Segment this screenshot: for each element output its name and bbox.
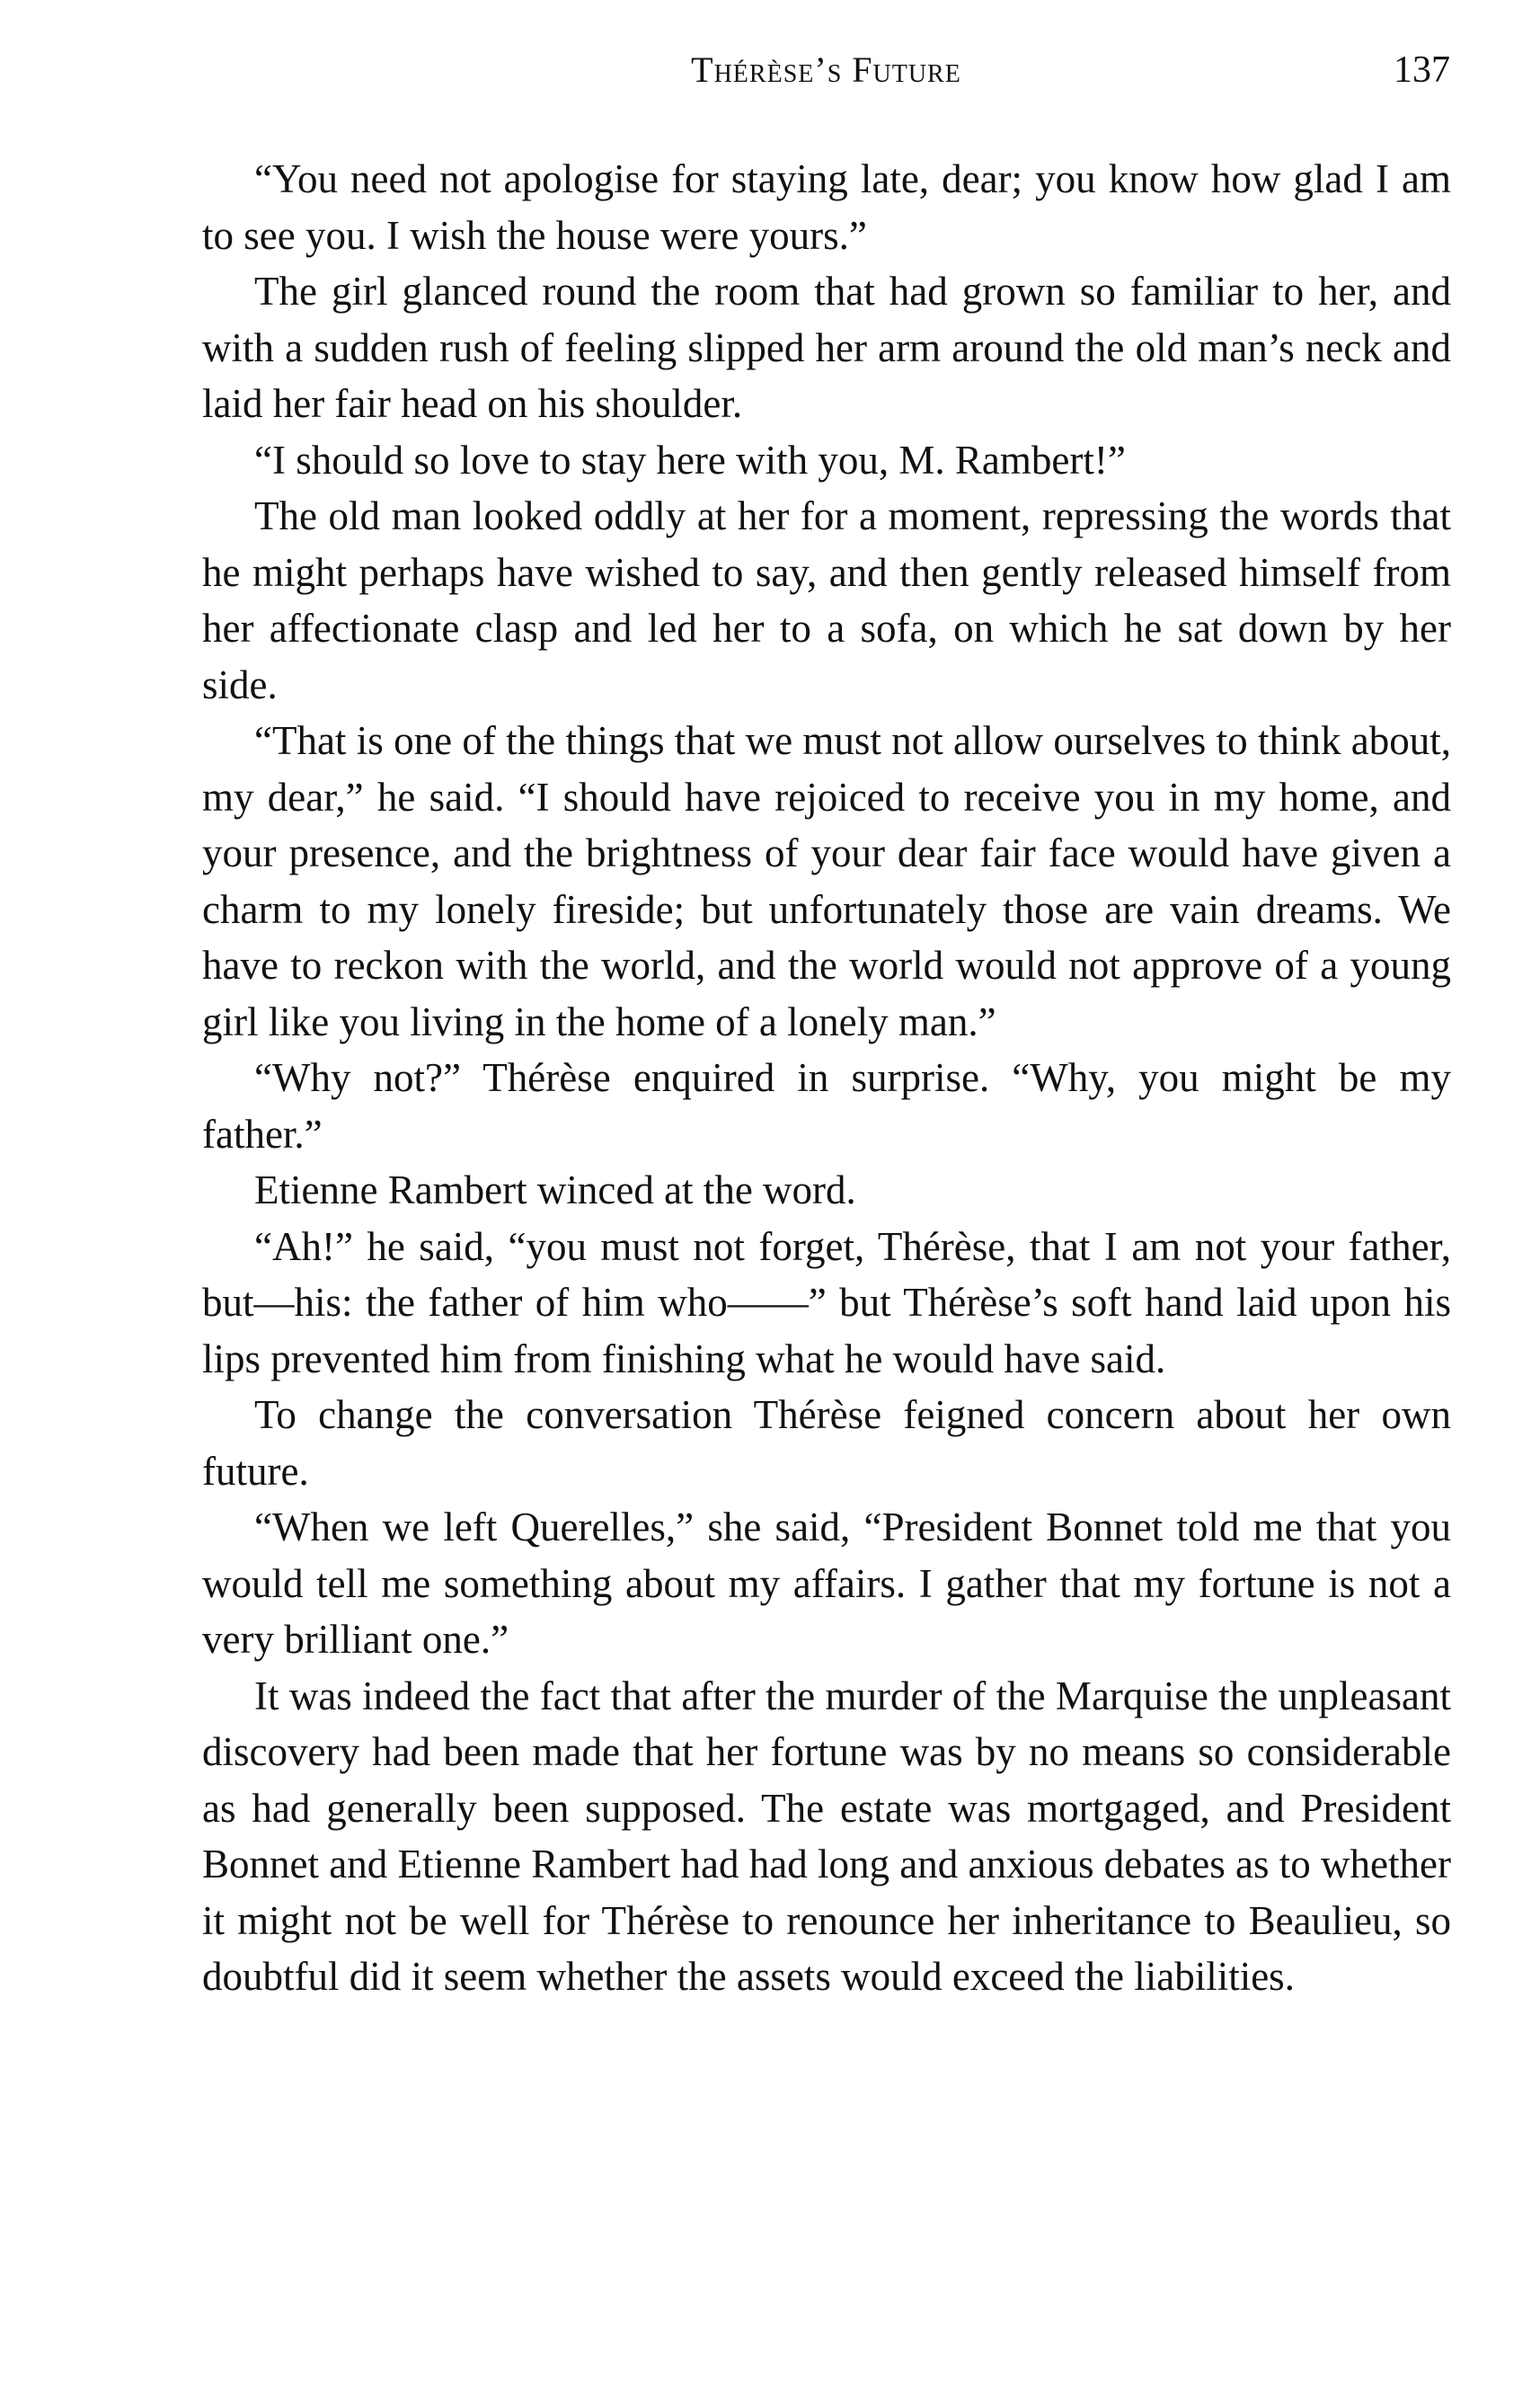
running-head xyxy=(202,43,1450,97)
page-number: 137 xyxy=(1394,49,1450,91)
paragraph: To change the conversation Thérèse feigned concern about her own future. xyxy=(202,1392,1451,1494)
paragraph: Etienne Rambert winced at the word. xyxy=(254,1167,856,1212)
paragraph: The girl glanced round the room that had grown so familiar to her, and with a sudden rush of feeling slipped her arm around the old man’s neck and laid her fair head on his shoulder. xyxy=(202,269,1451,426)
paragraph: It was indeed the fact that after the murder of the Marquise the unpleasant discovery had been made that her fortune was by no means so considerable as had generally been supposed. The estate was mortgaged, and President Bonnet and Etienne Rambert had had long and anxious debates as to whether it might not be well for Thérèse to renounce her inheritance to Beaulieu, so doubtful did it seem whether the assets would exceed the liabilities. xyxy=(202,1673,1451,1999)
paragraph: “When we left Querelles,” she said, “President Bonnet told me that you would tell me something about my affairs. I gather that my fortune is not a very brilliant one.” xyxy=(202,1505,1451,1662)
paragraph: “You need not apologise for staying late, dear; you know how glad I am to see you. I wish the house were yours.” xyxy=(202,156,1451,258)
paragraph: “I should so love to stay here with you, M. Rambert!” xyxy=(254,437,1126,483)
body-text xyxy=(202,151,1451,2005)
paragraph: “Ah!” he said, “you must not forget, Thérèse, that I am not your father, but—his: the father of him who——” but Thérèse’s soft hand laid upon his lips prevented him from finishing what he would have said. xyxy=(202,1223,1451,1381)
paragraph: The old man looked oddly at her for a moment, repressing the words that he might perhaps have wished to say, and then gently released himself from her affectionate clasp and led her to a sofa, on which he sat down by her side. xyxy=(202,493,1451,707)
paragraph: “Why not?” Thérèse enquired in surprise. “Why, you might be my father.” xyxy=(202,1055,1451,1157)
paragraph: “That is one of the things that we must not allow ourselves to think about, my dear,” he said. “I should have rejoiced to receive you in my home, and your presence, and the brightness of your dear fair face would have given a charm to my lonely fireside; but unfortunately those are vain dreams. We have to reckon with the world, and the world would not approve of a young girl like you living in the home of a lonely man.” xyxy=(202,718,1451,1044)
chapter-title: Thérèse’s Future xyxy=(691,49,961,90)
